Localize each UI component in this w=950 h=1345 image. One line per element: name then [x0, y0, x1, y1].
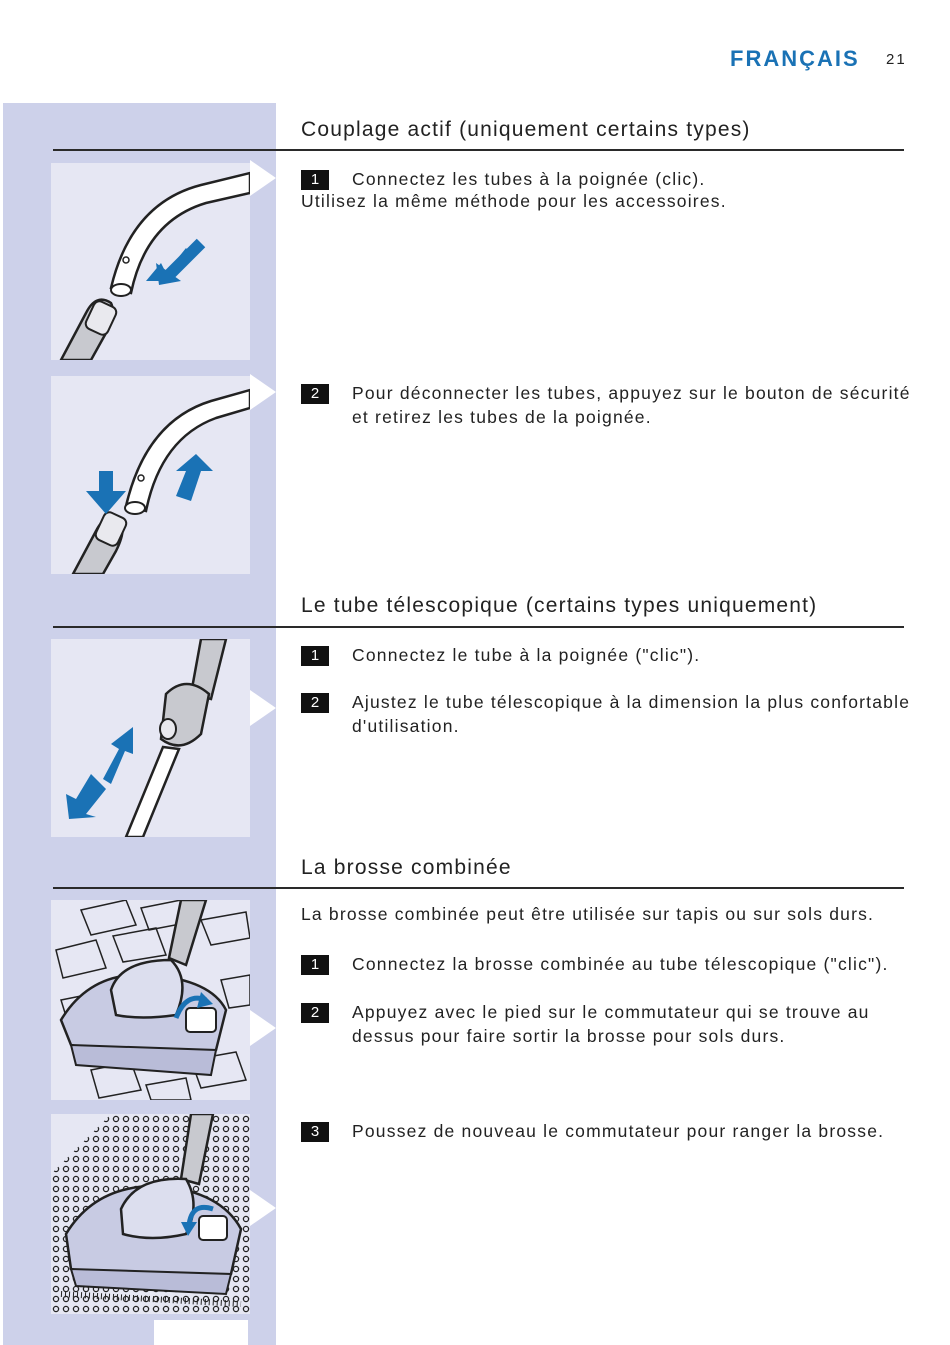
- step-3-retract-brush: [301, 1119, 911, 1143]
- step-number-badge: 3: [301, 1122, 329, 1142]
- step-text: Connectez la brosse combinée au tube télescopique ("clic").: [352, 954, 889, 974]
- step-text: Pour déconnecter les tubes, appuyez sur le bouton de sécurité et retirez les tubes de la poignée.: [352, 383, 911, 427]
- step-text: Poussez de nouveau le commutateur pour ranger la brosse.: [352, 1121, 885, 1141]
- step-2-hard-floor-switch: [301, 1000, 911, 1048]
- illustration-pointer: [250, 690, 276, 726]
- section-divider: [53, 149, 904, 151]
- illustration-pointer: [250, 1190, 276, 1226]
- step-2-disconnect-tubes: [301, 381, 911, 429]
- step-number-badge: 1: [301, 955, 329, 975]
- brush-carpet-illustration-icon: [51, 1114, 250, 1314]
- step-1-connect-telescopic: [301, 643, 911, 667]
- brush-hard-floor-illustration-icon: [51, 900, 250, 1100]
- page-number: 21: [886, 51, 907, 68]
- step-2-adjust-telescopic: [301, 690, 911, 738]
- step-number-badge: 1: [301, 646, 329, 666]
- section-divider: [53, 887, 904, 889]
- tube-disconnect-illustration-icon: [51, 376, 250, 574]
- illustration-pointer: [250, 374, 276, 410]
- tube-connect-illustration-icon: [51, 163, 250, 360]
- step-text: Ajustez le tube télescopique à la dimension la plus confortable d'utilisation.: [352, 692, 911, 736]
- section-title-telescopic-tube: Le tube télescopique (certains types uniquement): [301, 594, 818, 617]
- step-1-connect-tubes: [301, 167, 911, 191]
- section-title-active-coupling: Couplage actif (uniquement certains types): [301, 118, 751, 141]
- section-intro: La brosse combinée peut être utilisée sur tapis ou sur sols durs.: [301, 904, 875, 924]
- step-number-badge: 2: [301, 1003, 329, 1023]
- step-number-badge: 2: [301, 384, 329, 404]
- footer-gap: [154, 1320, 248, 1345]
- illustration-pointer: [250, 1010, 276, 1046]
- telescopic-tube-illustration-icon: [51, 639, 250, 837]
- step-note: Utilisez la même méthode pour les accessoires.: [301, 191, 727, 211]
- step-text: Connectez le tube à la poignée ("clic").: [352, 645, 701, 665]
- step-number-badge: 1: [301, 170, 329, 190]
- step-1-connect-brush: [301, 952, 911, 976]
- language-heading: FRANÇAIS: [730, 46, 860, 71]
- section-title-combination-brush: La brosse combinée: [301, 856, 512, 879]
- section-divider: [53, 626, 904, 628]
- step-text: Connectez les tubes à la poignée (clic).: [352, 169, 706, 189]
- step-number-badge: 2: [301, 693, 329, 713]
- step-text: Appuyez avec le pied sur le commutateur qui se trouve au dessus pour faire sortir la brosse pour sols durs.: [352, 1002, 870, 1046]
- illustration-pointer: [250, 160, 276, 196]
